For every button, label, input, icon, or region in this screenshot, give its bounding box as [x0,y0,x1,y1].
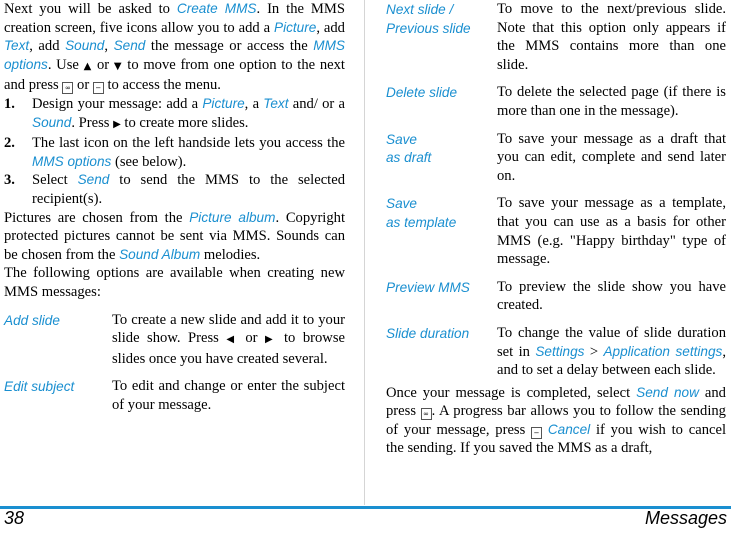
text: The last icon on the left handside lets you access the [32,135,345,152]
right-arrow-icon: ▶ [264,334,277,346]
table-row [4,377,345,414]
text: to browse slides once you have created several. [112,330,345,367]
text: to move from one option to the next and press [4,56,345,94]
text: . In the MMS creation screen, five icons allow you to add a [4,1,345,36]
intro-paragraph [4,0,345,95]
sound-album-label: Sound Album [119,246,201,262]
text: to access the menu. [103,77,221,94]
table-row [386,130,726,195]
text: to send the MMS to the selected recipient(s). [32,172,345,207]
picture-label: Picture [274,19,317,35]
picture-album-label: Picture album [189,209,276,225]
step-text [32,171,345,208]
text: and press [386,384,726,420]
right-column [386,0,726,458]
send-label: Send [113,38,146,54]
text: , a [244,95,264,112]
table-row [386,83,726,129]
text: Next slide / [386,2,454,17]
text-label: Text [263,95,289,111]
text: as draft [386,150,432,166]
step-number: 3. [4,172,15,189]
option-desc: To edit and change or enter the subject of your message. [112,378,345,413]
option-desc: To save your message as a template, that you can use as a basis for other MMS (e.g. "Happy birthday" type of message. [497,195,726,268]
text-label: Text [4,38,30,54]
send-label: Send [77,172,110,188]
text: or [73,77,93,94]
option-term: Preview MMS [386,279,470,295]
table-row [386,0,726,83]
down-arrow-icon: ▼ [113,60,123,72]
option-desc: To save your message as a draft that you can edit, complete and send later on. [497,130,726,184]
option-term [386,0,497,83]
text: . A progress bar allows you to follow the sending of your message, press [386,403,726,438]
text: > [584,343,604,360]
list-item [4,134,345,171]
option-term [386,130,497,195]
page-number: 38 [4,508,25,528]
section-title: Messages [644,508,727,528]
application-settings-label: Application settings [603,343,723,359]
steps-list [4,95,345,209]
text: Previous slide [386,20,471,36]
mms-options-label: MMS options [4,38,345,72]
table-row [386,278,726,324]
text: . Copyright protected pictures cannot be sent via MMS. Sounds can be chosen from the [4,209,346,263]
option-term: Edit subject [4,379,75,395]
picture-label: Picture [202,95,245,111]
column-divider [364,0,365,505]
list-item [4,171,345,208]
text: Save [386,131,417,147]
text: To change the value of slide duration set in [497,324,726,360]
up-arrow-icon: ▲ [83,60,93,72]
text: , add [29,38,66,55]
menu-key-icon: − [531,427,542,439]
sound-label: Sound [65,38,105,54]
closing-paragraph [386,384,726,458]
text: (see below). [111,153,187,170]
step-number: 2. [4,135,15,152]
text: Save [386,196,417,212]
step-text [32,134,345,171]
step-number: 1. [4,95,15,112]
text: . Press [71,114,114,131]
footer-rule [0,506,731,509]
ok-key-icon: ∞ [421,408,432,420]
text: if you wish to cancel the sending. If you saved the MMS as a draft, [386,421,726,457]
option-desc: To delete the selected page (if there is more than one in the message). [497,84,726,119]
text: Next you will be asked to [4,1,177,17]
option-desc: To preview the slide show you have created. [497,278,726,314]
option-term: Slide duration [386,325,470,341]
text: , add [316,19,345,36]
settings-label: Settings [535,343,585,359]
list-item [4,95,345,134]
text: as template [386,214,457,230]
sound-label: Sound [32,114,72,130]
text: melodies. [200,246,261,263]
text: the message or access the [145,38,314,55]
text: to create more slides. [120,114,249,131]
text: Once your message is completed, select [386,384,637,401]
menu-key-icon: − [93,82,104,94]
text: and/ or a [288,95,345,112]
ok-key-icon: ∞ [62,82,73,94]
left-column [4,0,345,414]
send-now-label: Send now [636,384,699,400]
right-arrow-icon: ▶ [113,118,121,130]
text: Design your message: add a [32,95,203,112]
text: , and to set a delay between each slide. [497,343,726,379]
left-arrow-icon: ◀ [226,334,238,346]
options-table-left [4,311,345,415]
text: To create a new slide and add it to your slide show. Press [112,311,345,347]
text: Select [32,172,78,189]
create-mms-label: Create MMS [176,1,257,16]
option-term: Delete slide [386,85,458,101]
text: or [237,330,265,347]
option-desc: To move to the next/previous slide. Note that this option only appears if the MMS contains more than one slide. [497,1,726,73]
option-desc [112,311,345,378]
options-intro: The following options are available when creating new MMS messages: [4,265,345,300]
text: Pictures are chosen from the [4,209,190,226]
text: , [104,38,114,55]
cancel-label: Cancel [547,421,591,437]
step-text [32,95,345,134]
text: . Use [47,56,84,73]
table-row [4,311,345,378]
text: or [92,56,114,73]
option-desc [497,324,726,384]
options-table-right [386,0,726,384]
table-row [386,324,726,384]
table-row [386,194,726,277]
option-term: Add slide [4,312,60,328]
option-term [386,194,497,277]
pictures-paragraph [4,209,345,265]
mms-options-label: MMS options [32,153,112,169]
